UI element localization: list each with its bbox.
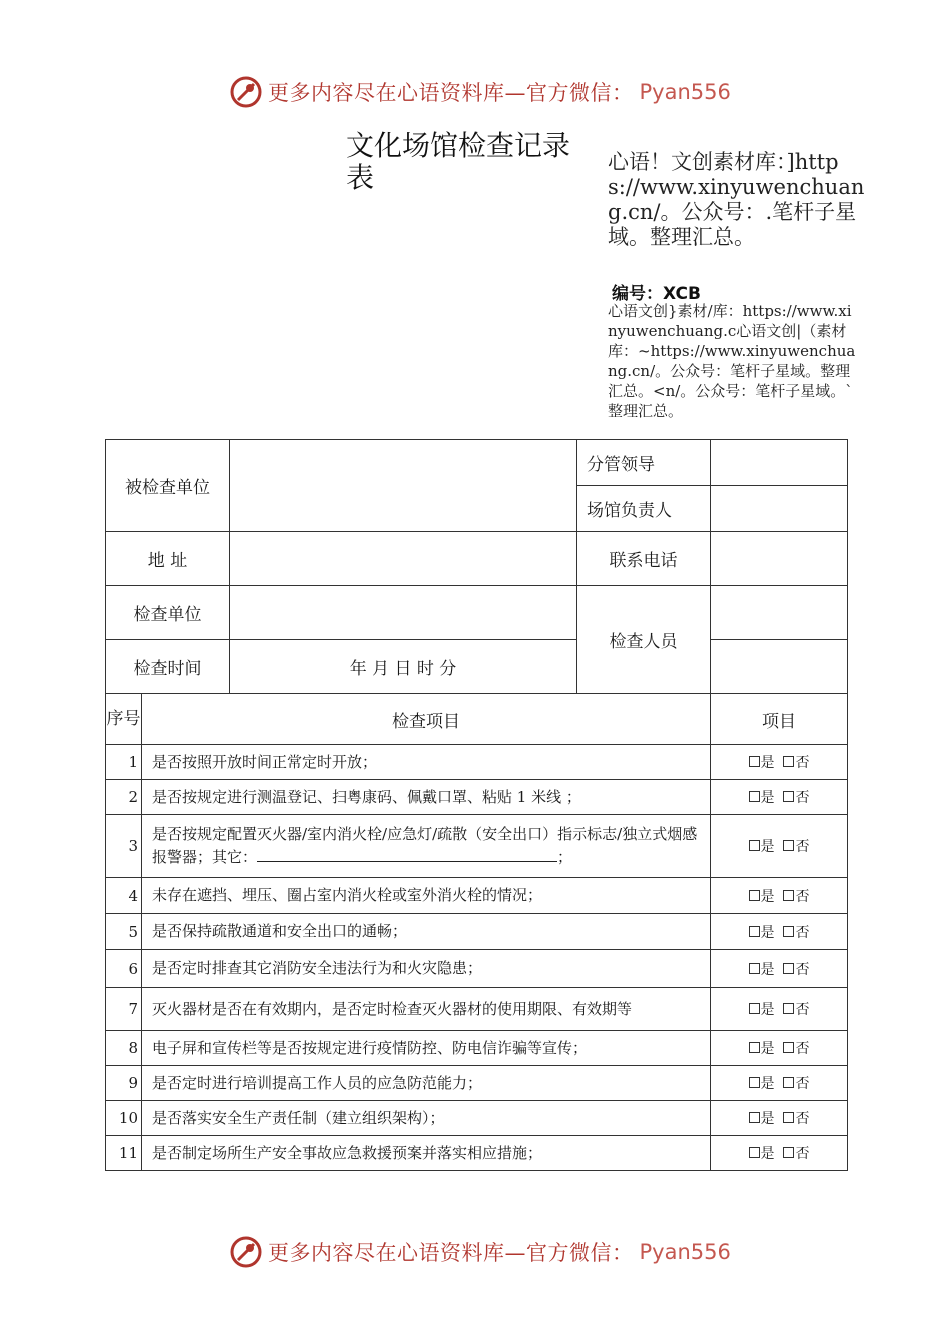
checkbox-icon[interactable]	[783, 756, 794, 767]
phone-label: 联系电话	[577, 532, 711, 586]
no-label: 否	[795, 1041, 810, 1057]
checkbox-icon[interactable]	[783, 840, 794, 851]
side-note-small: 心语文创}素材/库：https://www.xinyuwenchuang.c心语文创|（素材库：~https://www.xinyuwenchuang.cn/。公众号：笔杆子星域。整理汇总。<n/。公众号：笔杆子星域。`整理汇总。	[608, 302, 856, 420]
checkbox-icon[interactable]	[749, 756, 760, 767]
yes-label: 是	[760, 790, 775, 806]
no-label: 否	[795, 1076, 810, 1092]
item-header: 检查项目	[142, 694, 711, 745]
answer-cell	[711, 950, 848, 988]
checkbox-icon[interactable]	[749, 890, 760, 901]
yes-label: 是	[760, 961, 775, 978]
no-label: 否	[795, 924, 810, 941]
check-item: 是否定时排查其它消防安全违法行为和火灾隐患；	[142, 950, 711, 988]
check-item-text: 是否按规定配置灭火器/室内消火栓/应急灯/疏散（安全出口）指示标志/独立式烟感报警器；其它：	[152, 825, 698, 866]
inspectors-label: 检查人员	[577, 586, 711, 694]
no-label: 否	[795, 839, 810, 855]
venue-head-label: 场馆负责人	[577, 486, 711, 532]
yes-label: 是	[760, 1041, 775, 1057]
checkbox-icon[interactable]	[783, 1042, 794, 1053]
inspectors-field-2[interactable]	[711, 640, 848, 694]
inspect-time-field[interactable]: 年 月 日 时 分	[230, 640, 577, 694]
checkbox-icon[interactable]	[749, 1147, 760, 1158]
answer-cell	[711, 1136, 848, 1171]
answer-cell	[711, 988, 848, 1031]
no-label: 否	[795, 888, 810, 905]
check-item: 是否保持疏散通道和安全出口的通畅；	[142, 914, 711, 950]
checkbox-icon[interactable]	[783, 926, 794, 937]
checkbox-icon[interactable]	[749, 1042, 760, 1053]
inspected-unit-label: 被检查单位	[106, 440, 230, 532]
check-item: 是否定时进行培训提高工作人员的应急防范能力；	[142, 1066, 711, 1101]
other-blank-field[interactable]	[257, 847, 557, 862]
top-banner	[228, 72, 731, 112]
yes-label: 是	[760, 924, 775, 941]
check-item: 灭火器材是否在有效期内，是否定时检查灭火器材的使用期限、有效期等	[142, 988, 711, 1031]
checkbox-icon[interactable]	[749, 1077, 760, 1088]
row-number: 8	[106, 1031, 142, 1066]
banner-text: 更多内容尽在心语资料库—官方微信：	[268, 1241, 634, 1265]
logo-icon	[228, 1234, 264, 1270]
banner-text: 更多内容尽在心语资料库—官方微信：	[268, 81, 634, 105]
side-note: 心语！文创素材库：]https://www.xinyuwenchuang.cn/。公众号：.笔杆子星域。整理汇总。	[608, 150, 865, 249]
row-number: 6	[106, 950, 142, 988]
no-label: 否	[795, 755, 810, 771]
check-item: 是否制定场所生产安全事故应急救援预案并落实相应措施；	[142, 1136, 711, 1171]
yes-label: 是	[760, 1002, 775, 1018]
check-item: 未存在遮挡、埋压、圈占室内消火栓或室外消火栓的情况；	[142, 878, 711, 914]
inspect-time-label: 检查时间	[106, 640, 230, 694]
answer-cell	[711, 815, 848, 878]
bottom-banner	[228, 1232, 731, 1272]
checkbox-icon[interactable]	[749, 926, 760, 937]
answer-cell	[711, 1031, 848, 1066]
checkbox-icon[interactable]	[783, 791, 794, 802]
checkbox-icon[interactable]	[749, 963, 760, 974]
checkbox-icon[interactable]	[783, 890, 794, 901]
address-label: 地 址	[106, 532, 230, 586]
venue-head-field[interactable]	[711, 486, 848, 532]
check-item-suffix: ；	[557, 848, 573, 866]
inspect-unit-label: 检查单位	[106, 586, 230, 640]
yes-label: 是	[760, 1111, 775, 1127]
no-label: 否	[795, 1146, 810, 1162]
info-table	[105, 439, 848, 694]
form-code: 编号：XCB	[612, 284, 701, 304]
banner-wechat-id: Pyan556	[639, 80, 731, 104]
checkbox-icon[interactable]	[749, 840, 760, 851]
no-label: 否	[795, 790, 810, 806]
no-label: 否	[795, 961, 810, 978]
row-number: 9	[106, 1066, 142, 1101]
address-field[interactable]	[230, 532, 577, 586]
row-number: 5	[106, 914, 142, 950]
checkbox-icon[interactable]	[783, 1112, 794, 1123]
check-item: 是否落实安全生产责任制（建立组织架构）；	[142, 1101, 711, 1136]
yes-label: 是	[760, 888, 775, 905]
checklist-table	[105, 693, 848, 1171]
inspect-unit-field[interactable]	[230, 586, 577, 640]
checkbox-icon[interactable]	[783, 1147, 794, 1158]
check-item	[142, 815, 711, 878]
row-number: 4	[106, 878, 142, 914]
answer-cell	[711, 745, 848, 780]
yes-label: 是	[760, 1076, 775, 1092]
checkbox-icon[interactable]	[749, 1003, 760, 1014]
result-header: 项目	[711, 694, 848, 745]
phone-field[interactable]	[711, 532, 848, 586]
page-title: 文化场馆检查记录表	[346, 129, 571, 194]
row-number: 2	[106, 780, 142, 815]
row-number: 7	[106, 988, 142, 1031]
answer-cell	[711, 878, 848, 914]
inspectors-field-1[interactable]	[711, 586, 848, 640]
answer-cell	[711, 1066, 848, 1101]
inspected-unit-field[interactable]	[230, 440, 577, 532]
row-number: 10	[106, 1101, 142, 1136]
answer-cell	[711, 914, 848, 950]
leader-label: 分管领导	[577, 440, 711, 486]
check-item: 是否按规定进行测温登记、扫粤康码、佩戴口罩、粘贴 1 米线 ；	[142, 780, 711, 815]
row-number: 11	[106, 1136, 142, 1171]
seq-header: 序号	[106, 694, 142, 745]
checkbox-icon[interactable]	[749, 791, 760, 802]
check-item: 是否按照开放时间正常定时开放；	[142, 745, 711, 780]
checkbox-icon[interactable]	[749, 1112, 760, 1123]
logo-icon	[228, 74, 264, 110]
yes-label: 是	[760, 1146, 775, 1162]
answer-cell	[711, 1101, 848, 1136]
yes-label: 是	[760, 755, 775, 771]
yes-label: 是	[760, 839, 775, 855]
no-label: 否	[795, 1111, 810, 1127]
banner-wechat-id: Pyan556	[639, 1240, 731, 1264]
row-number: 3	[106, 815, 142, 878]
checkbox-icon[interactable]	[783, 1003, 794, 1014]
no-label: 否	[795, 1002, 810, 1018]
leader-field[interactable]	[711, 440, 848, 486]
checkbox-icon[interactable]	[783, 1077, 794, 1088]
checkbox-icon[interactable]	[783, 963, 794, 974]
answer-cell	[711, 780, 848, 815]
check-item: 电子屏和宣传栏等是否按规定进行疫情防控、防电信诈骗等宣传；	[142, 1031, 711, 1066]
row-number: 1	[106, 745, 142, 780]
